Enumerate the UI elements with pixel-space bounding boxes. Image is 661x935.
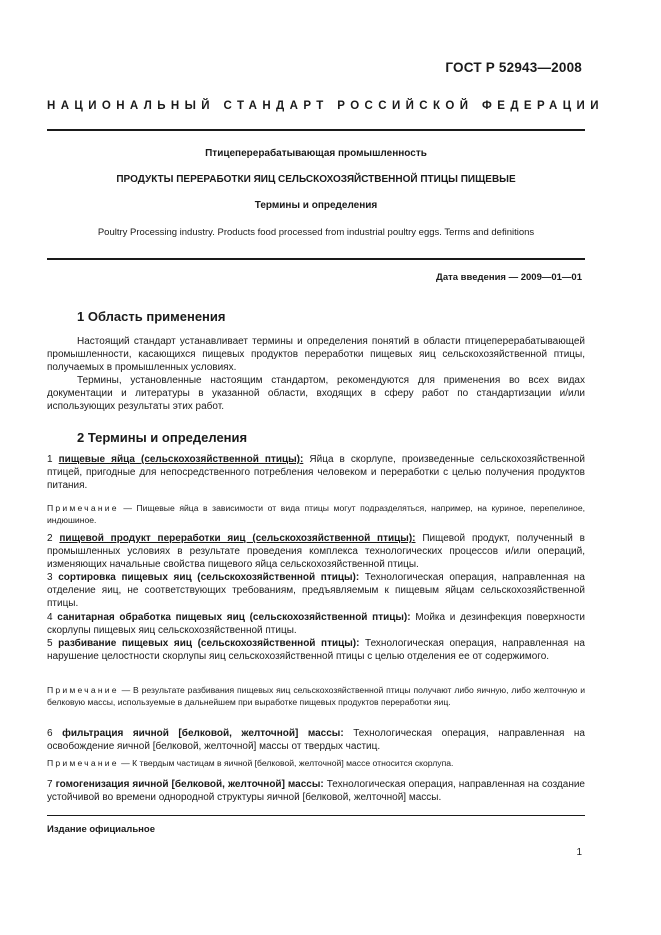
term-name: фильтрация яичной [белковой, желточной] массы: bbox=[62, 728, 344, 739]
note-text: — Пищевые яйца в зависимости от вида птицы могут подразделяться, например, на куриное, перепелиное, индюшиное. bbox=[47, 503, 585, 525]
footer-rule bbox=[47, 815, 585, 816]
section-1-paragraph: Термины, установленные настоящим стандартом, рекомендуются для применения во всех видах документации и литературы в указанной области, входящих в сферу работ по стандартизации и/или использующих результаты этих работ. bbox=[47, 375, 585, 412]
document-subtitle: Термины и определения bbox=[254, 200, 378, 211]
term-entry-6 bbox=[47, 727, 585, 753]
term-name: сортировка пищевых яиц (сельскохозяйственной птицы): bbox=[58, 572, 360, 583]
term-name: пищевые яйца (сельскохозяйственной птицы): bbox=[58, 454, 304, 465]
term-definition: Пищевой продукт, полученный в промышленных условиях в результате проведения комплекса технологических процессов и/или операций, изменяющих начальные свойства пищевого яйца сельскохозяйственной птицы. bbox=[47, 533, 585, 570]
note-label: Примечание bbox=[47, 685, 119, 695]
note-3 bbox=[47, 757, 585, 769]
term-name: санитарная обработка пищевых яиц (сельскохозяйственной птицы): bbox=[57, 612, 411, 623]
note-text: — В результате разбивания пищевых яиц сельскохозяйственной птицы получают либо яичную, либо желточную и белковую массы, используемые в дальнейшем при выработке пищевых продуктов переработки яиц. bbox=[47, 685, 586, 707]
gost-code: ГОСТ Р 52943—2008 bbox=[445, 60, 582, 75]
term-entry-4 bbox=[47, 611, 585, 637]
term-definition: Мойка и дезинфекция поверхности скорлупы пищевых яиц сельскохозяйственной птицы. bbox=[47, 612, 585, 636]
term-number: 7 bbox=[47, 779, 53, 790]
term-number: 2 bbox=[47, 533, 53, 544]
note-1 bbox=[47, 502, 585, 526]
title-rule bbox=[47, 258, 585, 260]
top-rule bbox=[47, 129, 585, 131]
introduction-date: Дата введения — 2009—01—01 bbox=[436, 272, 582, 283]
term-entry-5 bbox=[47, 637, 585, 663]
section-2-heading: 2 Термины и определения bbox=[77, 430, 248, 445]
term-entry-3 bbox=[47, 571, 585, 610]
term-entry-2 bbox=[47, 532, 585, 571]
term-definition: Яйца в скорлупе, произведенные сельскохозяйственной птицей, пригодные для непосредственного потребления человеком и переработки с целью получения продуктов питания. bbox=[47, 454, 586, 491]
national-standard-heading: НАЦИОНАЛЬНЫЙ СТАНДАРТ РОССИЙСКОЙ ФЕДЕРАЦИИ bbox=[47, 100, 604, 112]
section-1-heading: 1 Область применения bbox=[77, 309, 226, 324]
term-number: 1 bbox=[47, 454, 53, 465]
section-1-paragraph: Настоящий стандарт устанавливает термины и определения понятий в области птицеперерабатывающей промышленности, касающихся пищевых продуктов переработки пищевых яиц сельскохозяйственной птицы, получаемых в промышленных условиях. bbox=[47, 336, 585, 373]
note-text: — К твердым частицам в яичной [белковой, желточной] массе относится скорлупа. bbox=[121, 758, 454, 768]
note-label: Примечание bbox=[47, 758, 119, 768]
official-edition-label: Издание официальное bbox=[47, 824, 155, 835]
page-number: 1 bbox=[576, 847, 582, 858]
term-name: пищевой продукт переработки яиц (сельскохозяйственной птицы): bbox=[59, 533, 416, 544]
document-title: ПРОДУКТЫ ПЕРЕРАБОТКИ ЯИЦ СЕЛЬСКОХОЗЯЙСТВЕННОЙ ПТИЦЫ ПИЩЕВЫЕ bbox=[116, 174, 516, 185]
term-entry-7 bbox=[47, 778, 585, 804]
note-2 bbox=[47, 684, 585, 708]
term-entry-1 bbox=[47, 453, 585, 492]
term-name: разбивание пищевых яиц (сельскохозяйственной птицы): bbox=[58, 638, 360, 649]
section-1-body bbox=[47, 335, 585, 413]
term-number: 5 bbox=[47, 638, 53, 649]
term-definition: Технологическая операция, направленная на нарушение целостности скорлупы яиц сельскохозяйственной птицы с целью отделения ее от содержимого. bbox=[47, 638, 585, 662]
term-name: гомогенизация яичной [белковой, желточной] массы: bbox=[55, 779, 324, 790]
term-definition: Технологическая операция, направленная на создание устойчивой во времени однородной структуры яичной [белковой, желточной] массы. bbox=[47, 779, 585, 803]
note-label: Примечание bbox=[47, 503, 119, 513]
term-definition: Технологическая операция, направленная на отделение яиц, не соответствующих требованиям, предъявляемым к пищевым яйцам сельскохозяйственной птицы. bbox=[47, 572, 585, 609]
industry-label: Птицеперерабатывающая промышленность bbox=[205, 148, 427, 159]
term-number: 4 bbox=[47, 612, 53, 623]
term-number: 3 bbox=[47, 572, 53, 583]
term-definition: Технологическая операция, направленная на освобождение яичной [белковой, желточной] массы от твердых частиц. bbox=[47, 728, 585, 752]
english-title: Poultry Processing industry. Products food processed from industrial poultry eggs. Terms and definitions bbox=[97, 227, 535, 238]
term-number: 6 bbox=[47, 728, 53, 739]
